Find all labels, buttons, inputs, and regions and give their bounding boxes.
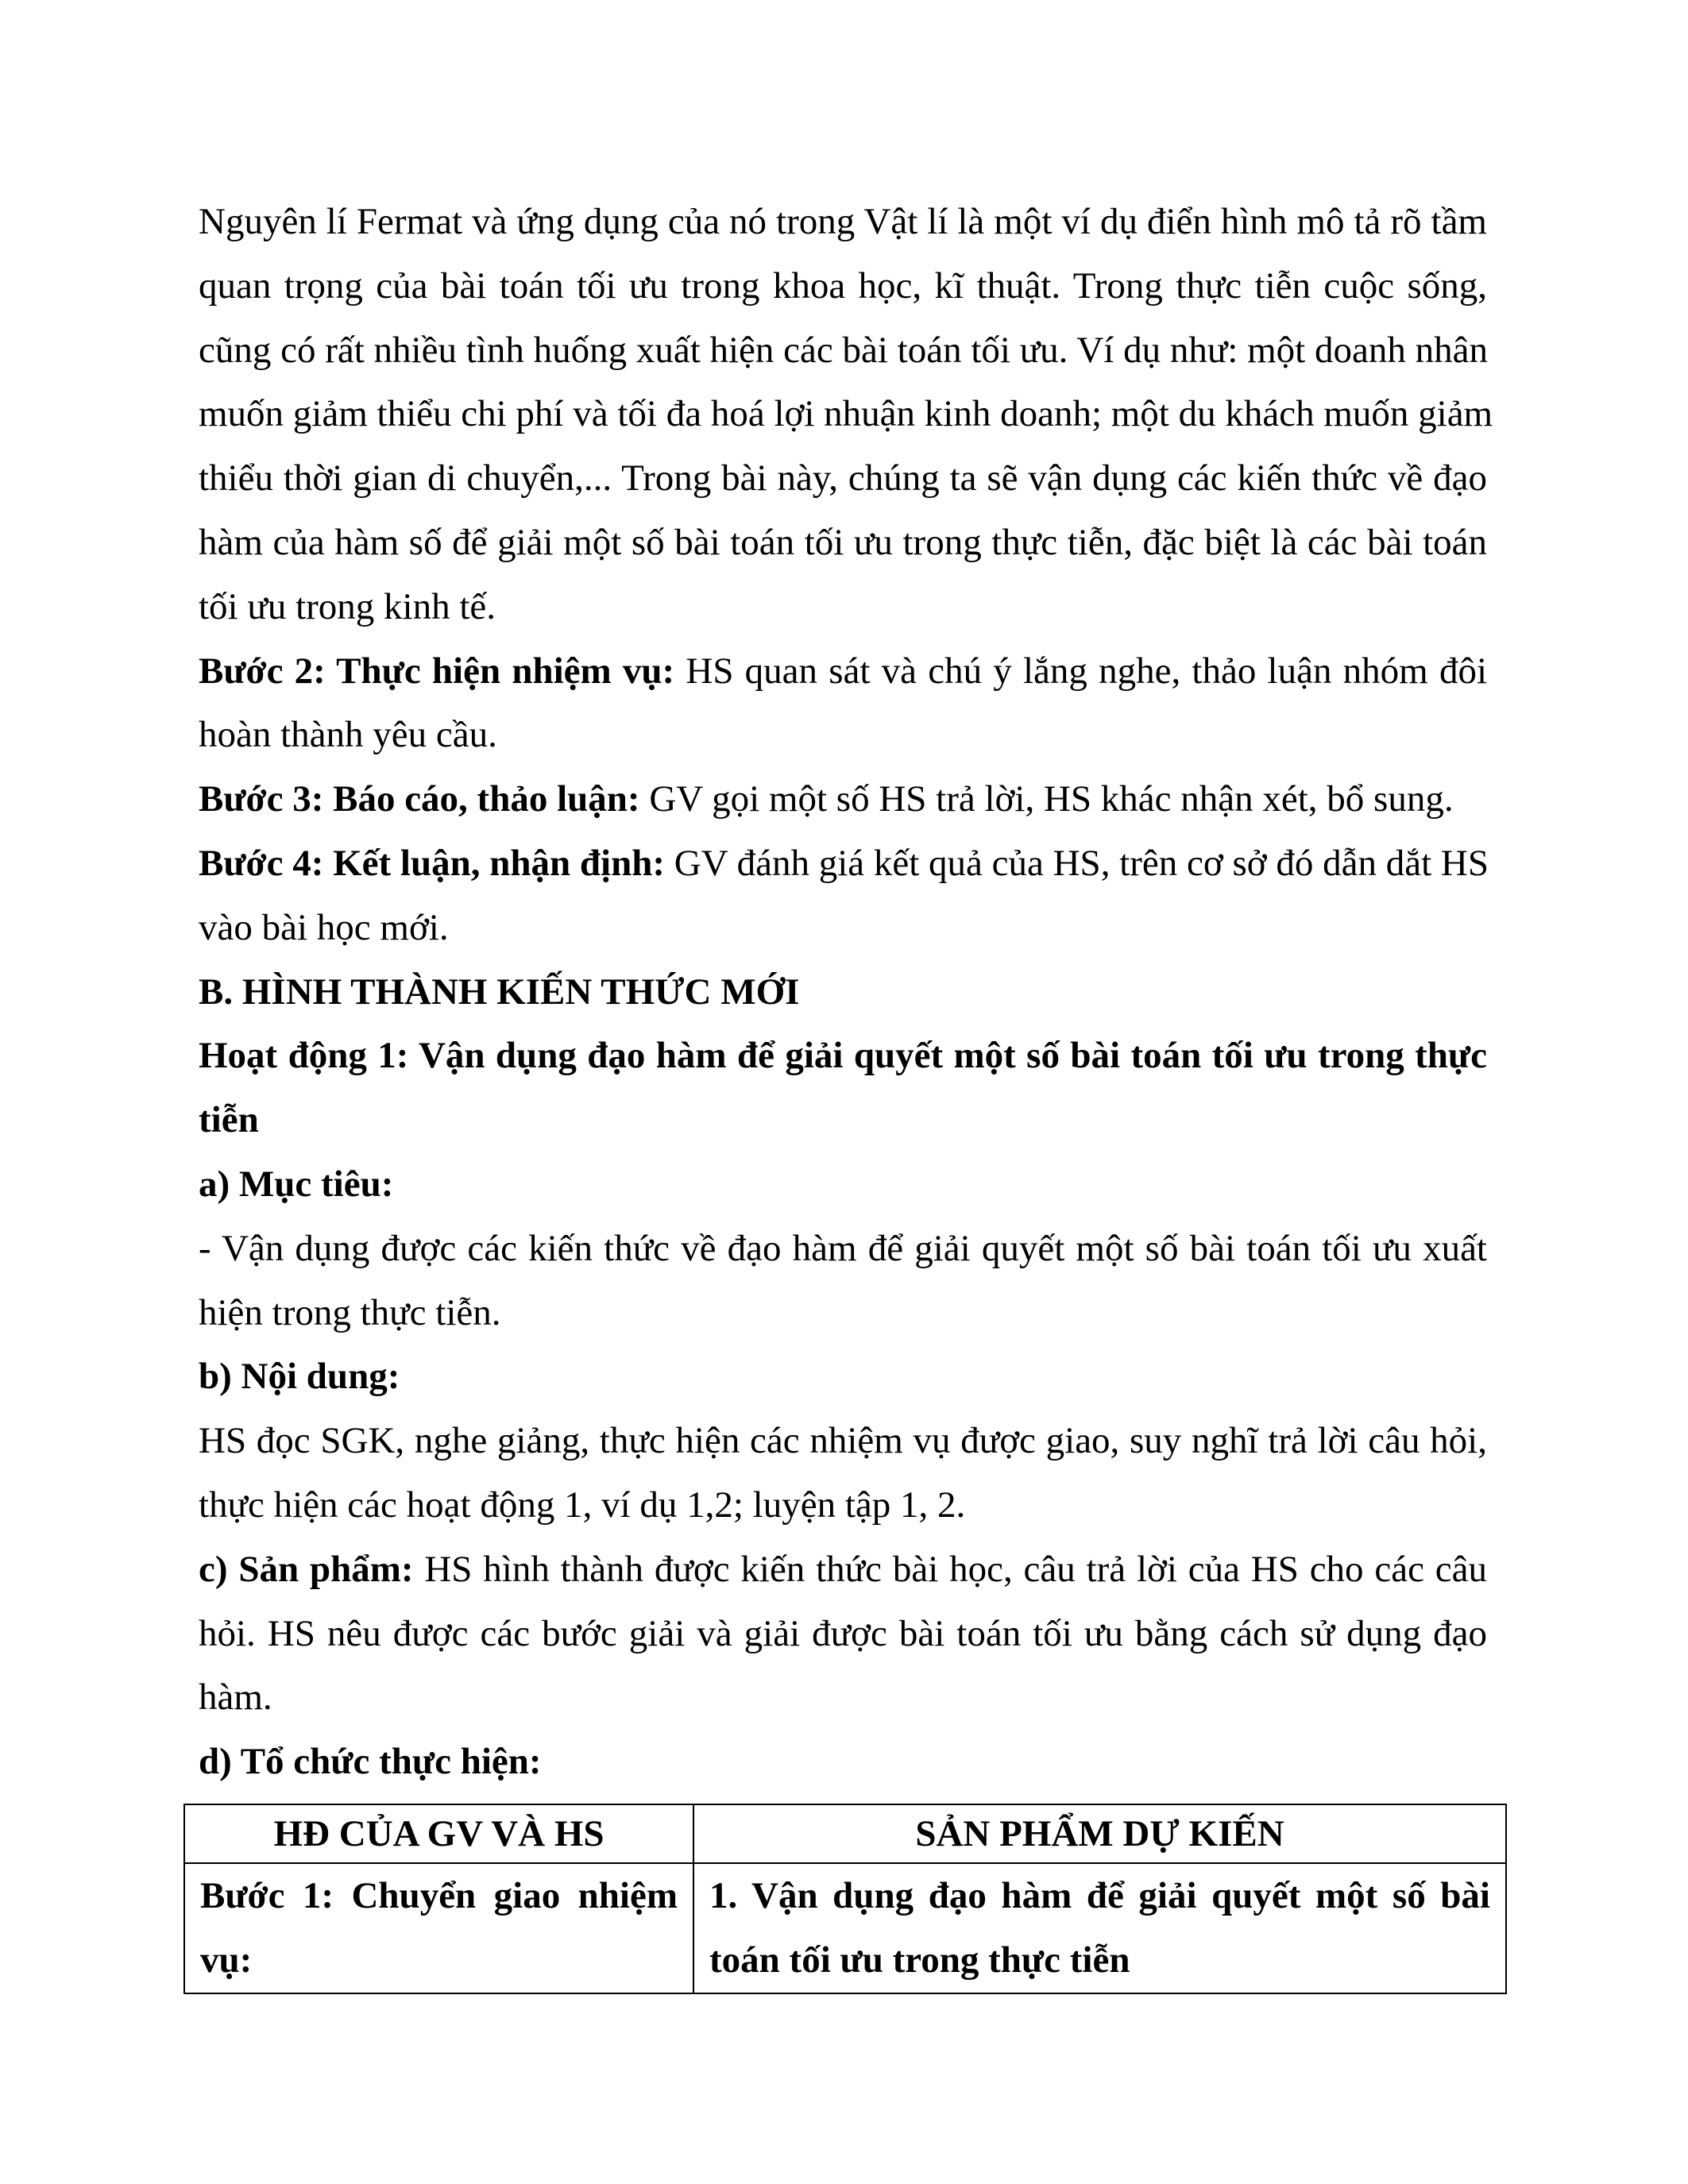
bold-label: B. HÌNH THÀNH KIẾN THỨC MỚI <box>199 970 800 1013</box>
line-text: quan trọng của bài toán tối ưu trong khoa học, kĩ thuật. Trong thực tiễn cuộc sống, <box>199 264 1487 307</box>
line-text: thực hiện các hoạt động 1, ví dụ 1,2; luyện tập 1, 2. <box>199 1484 966 1526</box>
bold-label: Bước 3: Báo cáo, thảo luận: <box>199 778 640 820</box>
header-teacher-student-activity: HĐ CỦA GV VÀ HS <box>184 1804 693 1863</box>
text-line <box>199 1473 1487 1538</box>
text-line <box>199 1538 1487 1602</box>
text-line <box>199 767 1487 832</box>
line-text: muốn giảm thiểu chi phí và tối đa hoá lợi nhuận kinh doanh; một du khách muốn giảm <box>199 393 1493 435</box>
line-text: thiểu thời gian di chuyển,... Trong bài này, chúng ta sẽ vận dụng các kiến thức về đạo <box>199 457 1487 500</box>
text-line <box>199 1281 1487 1345</box>
text-line <box>199 318 1487 383</box>
line-text: HS đọc SGK, nghe giảng, thực hiện các nhiệm vụ được giao, suy nghĩ trả lời câu hỏi, <box>199 1420 1487 1462</box>
text-line <box>199 1152 1487 1217</box>
text-line <box>199 1345 1487 1409</box>
line-text: hiện trong thực tiễn. <box>199 1291 501 1333</box>
line-text: hàm của hàm số để giải một số bài toán tối ưu trong thực tiễn, đặc biệt là các bài toán <box>199 521 1487 563</box>
text-line <box>199 1602 1487 1666</box>
bold-label: vụ: <box>200 1939 253 1981</box>
text-line <box>199 703 1487 767</box>
activity-table <box>183 1804 1507 1994</box>
bold-label: Hoạt động 1: Vận dụng đạo hàm để giải quyết một số bài toán tối ưu trong thực <box>199 1035 1487 1077</box>
line-text: vào bài học mới. <box>199 906 449 948</box>
bold-label: Bước 4: Kết luận, nhận định: <box>199 842 666 884</box>
bold-label: a) Mục tiêu: <box>199 1163 394 1205</box>
cell-activity <box>184 1863 693 1993</box>
bold-label: toán tối ưu trong thực tiễn <box>709 1939 1130 1981</box>
text-line <box>199 1088 1487 1152</box>
text-line <box>200 1928 678 1993</box>
document-body <box>199 190 1493 1794</box>
text-line <box>199 382 1493 446</box>
table-header-row <box>184 1804 1506 1863</box>
line-text: - Vận dụng được các kiến thức về đạo hàm để giải quyết một số bài toán tối ưu xuất <box>199 1227 1487 1269</box>
text-line <box>199 1409 1487 1473</box>
bold-label: Bước 1: Chuyển giao nhiệm <box>200 1875 678 1916</box>
bold-label: Bước 2: Thực hiện nhiệm vụ: <box>199 650 675 692</box>
bold-label: 1. Vận dụng đạo hàm để giải quyết một số bài <box>709 1875 1490 1916</box>
text-line <box>199 1217 1487 1281</box>
line-text: hàm. <box>199 1677 272 1719</box>
header-expected-product: SẢN PHẨM DỰ KIẾN <box>693 1804 1506 1863</box>
line-text: HS hình thành được kiến thức bài học, câu trả lời của HS cho các câu <box>413 1548 1488 1590</box>
line-text: Nguyên lí Fermat và ứng dụng của nó trong Vật lí là một ví dụ điển hình mô tả rõ tầm <box>199 201 1487 242</box>
line-text: hỏi. HS nêu được các bước giải và giải được bài toán tối ưu bằng cách sử dụng đạo <box>199 1612 1487 1654</box>
text-line <box>199 1730 1487 1794</box>
text-line <box>199 1024 1487 1088</box>
text-line <box>199 1665 1487 1730</box>
line-text: hoàn thành yêu cầu. <box>199 714 497 756</box>
text-line <box>199 832 1487 896</box>
line-text: cũng có rất nhiều tình huống xuất hiện các bài toán tối ưu. Ví dụ như: một doanh nhân <box>199 329 1488 371</box>
text-line <box>199 960 1487 1024</box>
text-line <box>199 575 1487 639</box>
text-line <box>200 1864 678 1928</box>
text-line <box>199 254 1487 318</box>
text-line <box>199 190 1487 254</box>
text-line <box>199 511 1487 575</box>
bold-label: d) Tổ chức thực hiện: <box>199 1741 542 1783</box>
cell-product <box>693 1863 1506 1993</box>
line-text: GV đánh giá kết quả của HS, trên cơ sở đó dẫn dắt HS <box>665 842 1489 884</box>
bold-label: b) Nội dung: <box>199 1356 400 1398</box>
text-line <box>709 1864 1490 1928</box>
text-line <box>199 639 1487 704</box>
line-text: HS quan sát và chú ý lắng nghe, thảo luận nhóm đôi <box>674 650 1487 692</box>
text-line <box>709 1928 1490 1993</box>
bold-label: tiễn <box>199 1099 259 1141</box>
line-text: tối ưu trong kinh tế. <box>199 585 496 627</box>
bold-label: c) Sản phẩm: <box>199 1548 414 1590</box>
text-line <box>199 446 1487 511</box>
text-line <box>199 896 1487 960</box>
line-text: GV gọi một số HS trả lời, HS khác nhận xét, bổ sung. <box>639 778 1454 820</box>
table-row <box>184 1863 1506 1993</box>
